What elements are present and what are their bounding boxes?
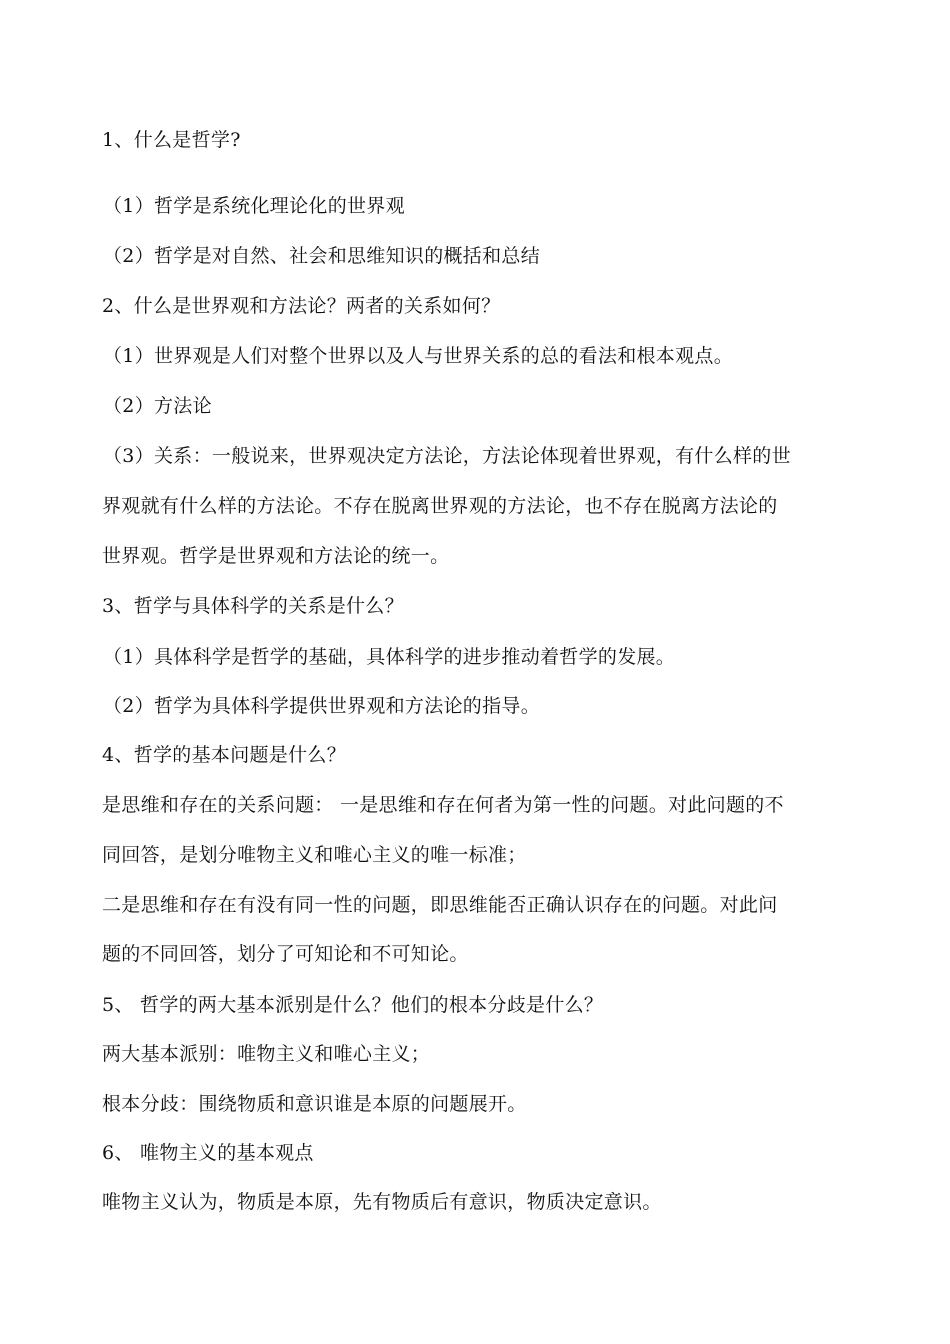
question-2-answer-1: （1）世界观是人们对整个世界以及人与世界关系的总的看法和根本观点。 bbox=[103, 345, 733, 367]
question-4-paragraph-1-line-1: 是思维和存在的关系问题： 一是思维和存在何者为第一性的问题。对此问题的不 bbox=[102, 794, 784, 816]
question-5-heading: 5、 哲学的两大基本派别是什么？他们的根本分歧是什么？ bbox=[102, 994, 604, 1016]
question-6-heading: 6、 唯物主义的基本观点 bbox=[102, 1142, 314, 1164]
question-4-paragraph-2-line-1: 二是思维和存在有没有同一性的问题，即思维能否正确认识存在的问题。对此问 bbox=[102, 894, 778, 916]
question-4-heading: 4、哲学的基本问题是什么？ bbox=[102, 744, 346, 766]
question-1-answer-1: （1）哲学是系统化理论化的世界观 bbox=[103, 195, 405, 217]
question-2-answer-2: （2）方法论 bbox=[103, 395, 212, 417]
question-1-heading: 1、什么是哲学? bbox=[102, 129, 241, 151]
question-3-answer-2: （2）哲学为具体科学提供世界观和方法论的指导。 bbox=[103, 695, 540, 717]
question-1-answer-2: （2）哲学是对自然、社会和思维知识的概括和总结 bbox=[103, 245, 540, 267]
question-2-answer-3-line-2: 界观就有什么样的方法论。不存在脱离世界观的方法论，也不存在脱离方法论的 bbox=[102, 495, 778, 517]
question-4-paragraph-1-line-2: 同回答，是划分唯物主义和唯心主义的唯一标准； bbox=[102, 844, 527, 866]
question-5-answer-1: 两大基本派别：唯物主义和唯心主义； bbox=[102, 1043, 431, 1065]
question-2-answer-3-line-1: （3）关系：一般说来，世界观决定方法论，方法论体现着世界观，有什么样的世 bbox=[103, 445, 791, 467]
question-6-answer-1: 唯物主义认为，物质是本原，先有物质后有意识，物质决定意识。 bbox=[102, 1191, 662, 1213]
question-5-answer-2: 根本分歧：围绕物质和意识谁是本原的问题展开。 bbox=[102, 1093, 527, 1115]
question-3-answer-1: （1）具体科学是哲学的基础，具体科学的进步推动着哲学的发展。 bbox=[103, 646, 676, 668]
question-4-paragraph-2-line-2: 题的不同回答，划分了可知论和不可知论。 bbox=[102, 943, 469, 965]
question-2-answer-3-line-3: 世界观。哲学是世界观和方法论的统一。 bbox=[102, 545, 450, 567]
question-2-heading: 2、什么是世界观和方法论？两者的关系如何？ bbox=[102, 295, 501, 317]
question-3-heading: 3、哲学与具体科学的关系是什么？ bbox=[102, 595, 404, 617]
